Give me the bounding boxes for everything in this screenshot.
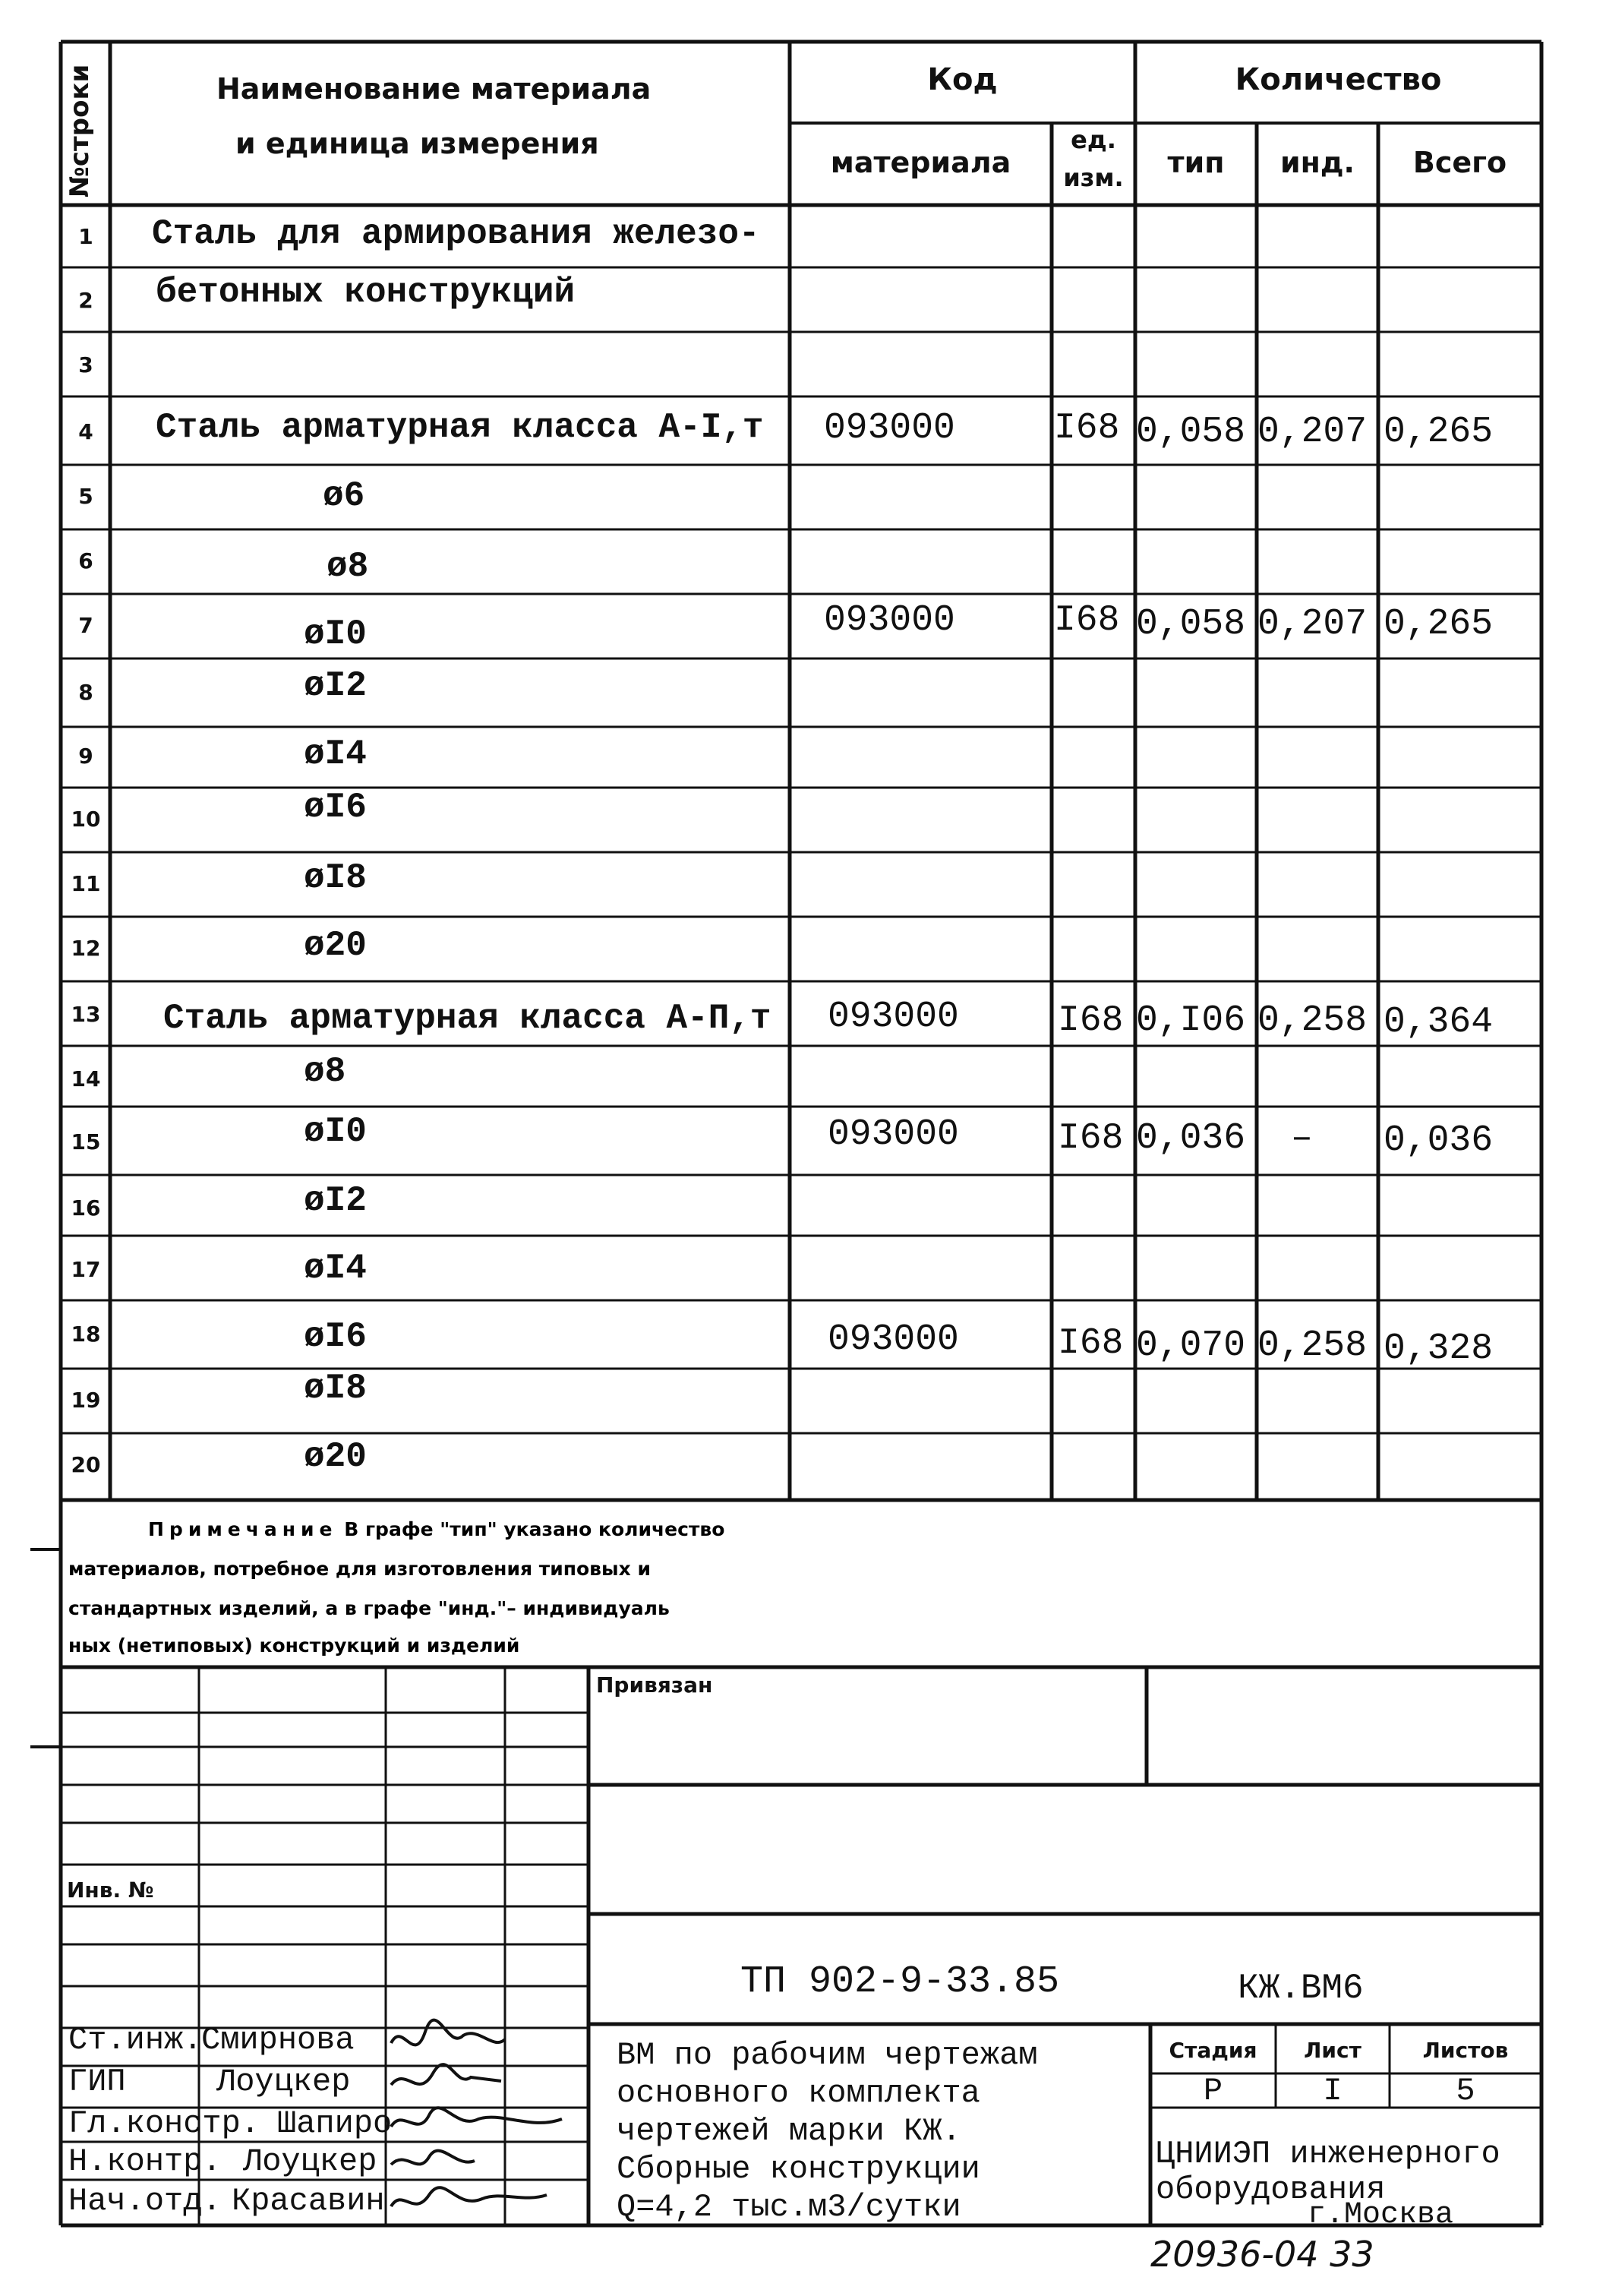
- row-number: 13: [71, 1002, 101, 1027]
- row-number: 6: [78, 548, 93, 573]
- ind-subheader: инд.: [1279, 146, 1355, 179]
- quantity-header: Количество: [1235, 62, 1442, 97]
- row-number: 20: [71, 1452, 101, 1477]
- footer-number: 20936-04 33: [1150, 2234, 1374, 2275]
- staff-role: ГИП: [68, 2064, 126, 2100]
- row-number: 12: [71, 936, 101, 961]
- sheets-label: Листов: [1422, 2038, 1509, 2063]
- row-number: 10: [71, 807, 101, 832]
- row-number: 16: [71, 1195, 101, 1221]
- organization-line1: ЦНИИЭП инженерного: [1156, 2136, 1500, 2172]
- note-heading: Примечание: [148, 1518, 338, 1540]
- organization-city: г.Москва: [1308, 2198, 1454, 2232]
- material-name: øI4: [304, 1249, 367, 1288]
- staff-surname: Лоуцкер: [243, 2143, 377, 2180]
- material-name: бетонных конструкций: [156, 273, 576, 312]
- document-designation: ТП 902-9-33.85: [740, 1960, 1060, 2004]
- name-header-line1: Наименование материала: [216, 72, 652, 106]
- material-name: øI2: [304, 1181, 367, 1221]
- material-name: øI8: [304, 1369, 367, 1408]
- material-name: Сталь арматурная класса А-I,т: [156, 408, 764, 447]
- row-number: 4: [78, 419, 93, 444]
- material-name: øI8: [304, 858, 367, 898]
- staff-role: Н.контр.: [68, 2143, 222, 2180]
- material-name: ø20: [304, 1437, 367, 1476]
- staff-surname: Смирнова: [201, 2022, 355, 2058]
- title-line: чертежей марки КЖ.: [617, 2113, 961, 2149]
- inventory-number-label: Инв. №: [67, 1878, 154, 1903]
- title-line: ВМ по рабочим чертежам: [617, 2037, 1038, 2073]
- qty-total: 0,328: [1384, 1328, 1494, 1369]
- row-number: 5: [78, 484, 93, 509]
- material-code: 093000: [824, 600, 955, 641]
- staff-surname: Шапиро: [277, 2105, 393, 2142]
- unit-subheader-line2: изм.: [1063, 163, 1124, 192]
- qty-total: 0,364: [1384, 1002, 1494, 1043]
- material-name: ø20: [304, 926, 367, 965]
- staff-role: Гл.констр.: [68, 2105, 260, 2142]
- sheet-label: Лист: [1304, 2038, 1361, 2063]
- row-number: 14: [71, 1066, 101, 1091]
- qty-ind: 0,258: [1257, 1325, 1368, 1366]
- sheets-value: 5: [1456, 2073, 1475, 2109]
- material-code: 093000: [828, 1114, 959, 1155]
- title-line: основного комплекта: [617, 2075, 980, 2111]
- qty-type: 0,058: [1136, 604, 1246, 645]
- unit-code: I68: [1058, 1000, 1124, 1041]
- sheet-value: I: [1323, 2073, 1343, 2109]
- qty-ind: 0,207: [1257, 604, 1368, 645]
- material-name: øI6: [304, 1317, 367, 1356]
- title-line: Q=4,2 тыс.м3/сутки: [617, 2189, 961, 2225]
- unit-code: I68: [1054, 600, 1120, 641]
- material-name: ø8: [327, 547, 369, 586]
- material-name: Сталь для армирования железо-: [152, 214, 760, 254]
- qty-ind: –: [1291, 1118, 1313, 1159]
- row-number: 3: [78, 352, 93, 377]
- qty-total: 0,265: [1384, 412, 1494, 453]
- staff-surname: Красавин: [232, 2183, 385, 2219]
- row-number: 8: [78, 680, 93, 705]
- qty-ind: 0,258: [1257, 1000, 1368, 1041]
- total-subheader: Всего: [1412, 146, 1507, 179]
- material-code: 093000: [824, 408, 955, 449]
- staff-role: Нач.отд.: [68, 2183, 222, 2219]
- unit-code: I68: [1058, 1118, 1124, 1159]
- qty-type: 0,058: [1136, 412, 1246, 453]
- code-header: Код: [927, 62, 998, 97]
- qty-total: 0,265: [1384, 604, 1494, 645]
- signatures: [391, 2020, 562, 2206]
- staff-surname: Лоуцкер: [216, 2064, 351, 2100]
- qty-type: 0,036: [1136, 1118, 1246, 1159]
- title-line: Сборные конструкции: [617, 2151, 980, 2187]
- document-mark: КЖ.ВМ6: [1238, 1969, 1364, 2008]
- qty-type: 0,I06: [1136, 1000, 1246, 1041]
- row-number: 18: [71, 1322, 101, 1347]
- material-name: øI2: [304, 666, 367, 706]
- row-number: 17: [71, 1257, 101, 1282]
- row-number: 7: [78, 613, 93, 638]
- row-number: 11: [71, 871, 101, 896]
- stage-label: Стадия: [1169, 2038, 1257, 2063]
- material-name: øI6: [304, 788, 367, 827]
- unit-subheader-line1: ед.: [1071, 125, 1116, 154]
- material-code: 093000: [828, 1319, 959, 1360]
- row-number: 15: [71, 1129, 101, 1154]
- material-name: ø6: [323, 476, 365, 516]
- material-name: øI0: [304, 1112, 367, 1151]
- material-code: 093000: [828, 996, 959, 1037]
- qty-type: 0,070: [1136, 1325, 1246, 1366]
- name-header-line2: и единица измерения: [235, 127, 599, 160]
- material-name: øI4: [304, 734, 367, 774]
- unit-code: I68: [1054, 408, 1120, 449]
- row-number: 2: [78, 288, 93, 313]
- stage-value: Р: [1203, 2073, 1223, 2109]
- qty-ind: 0,207: [1257, 412, 1368, 453]
- note-line4: ных (нетиповых) конструкций и изделий: [68, 1634, 520, 1656]
- row-number: 9: [78, 744, 93, 769]
- type-subheader: тип: [1167, 146, 1225, 179]
- qty-total: 0,036: [1384, 1120, 1494, 1161]
- organization-line2: оборудования: [1156, 2171, 1386, 2208]
- staff-role: Ст.инж.: [68, 2022, 203, 2058]
- note-line1: [148, 1515, 724, 1545]
- row-number-header: №строки: [65, 64, 95, 197]
- unit-code: I68: [1058, 1323, 1124, 1364]
- note-line2: материалов, потребное для изготовления типовых и: [68, 1558, 651, 1580]
- privyazan-label: Привязан: [596, 1672, 713, 1698]
- note-text-line1: В графе "тип" указано количество: [344, 1518, 725, 1540]
- row-number: 1: [78, 224, 93, 249]
- material-subheader: материала: [830, 146, 1011, 179]
- material-name: ø8: [304, 1052, 346, 1091]
- material-name: Сталь арматурная класса А-П,т: [163, 999, 771, 1038]
- note-line3: стандартных изделий, а в графе "инд."– индивидуаль: [68, 1597, 670, 1619]
- material-name: øI0: [304, 614, 367, 654]
- row-number: 19: [71, 1388, 101, 1413]
